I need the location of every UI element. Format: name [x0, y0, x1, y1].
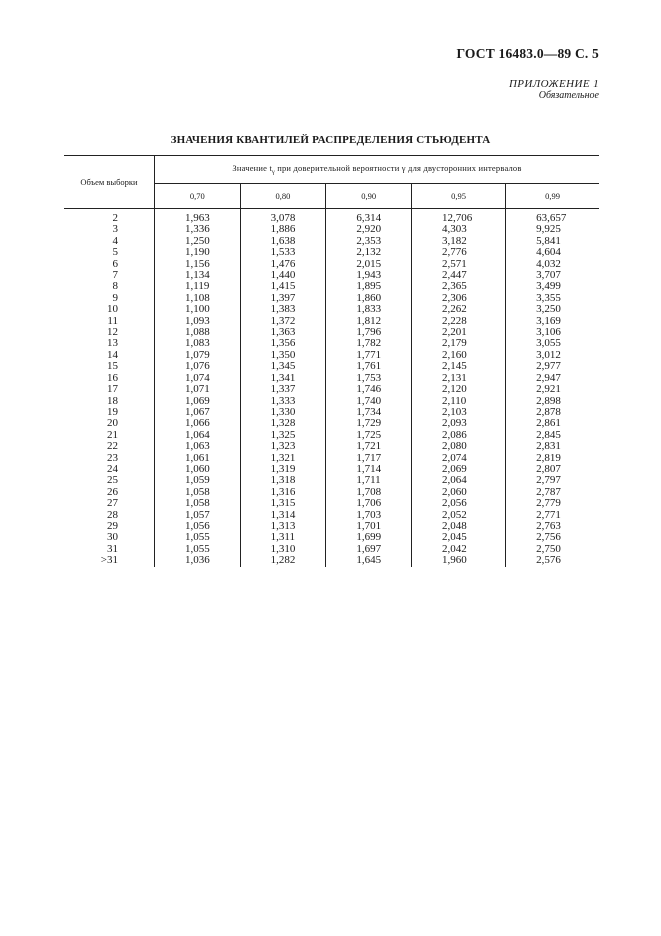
quantile-value-cell: 3,055	[536, 337, 561, 350]
quantile-value-cell: 2,086	[411, 430, 505, 441]
table-row	[64, 532, 599, 543]
quantile-value-cell: 2,132	[326, 247, 412, 258]
quantile-value-cell: 3,169	[536, 314, 561, 327]
quantile-value-cell: 1,311	[240, 532, 326, 543]
quantile-value-cell: 3,355	[536, 291, 561, 304]
quantile-value-cell: 1,064	[155, 430, 241, 441]
quantile-value-cell: 1,782	[326, 338, 412, 349]
quantile-value-cell: 2,228	[411, 316, 505, 327]
quantile-value-cell: 1,356	[240, 338, 326, 349]
document-code: ГОСТ 16483.0—89 С. 5	[456, 46, 599, 61]
quantile-value-cell: 1,328	[240, 418, 326, 429]
quantile-value-cell: 1,074	[155, 373, 241, 384]
group-header-subscript: γ	[272, 169, 275, 176]
quantile-value-cell: 1,100	[155, 304, 241, 315]
quantile-value-cell: 63,657	[536, 212, 567, 224]
table-row	[64, 475, 599, 486]
probability-header: 0,90	[326, 184, 412, 209]
quantile-value-cell: 1,319	[240, 464, 326, 475]
quantile-value-cell: 1,697	[326, 544, 412, 555]
table-row	[64, 464, 599, 475]
quantile-value-cell: 2,878	[536, 405, 561, 418]
quantile-value-cell: 1,960	[411, 555, 505, 566]
group-header-suffix: для двусторонних интервалов	[405, 163, 522, 174]
quantile-value-cell: 2,069	[411, 464, 505, 475]
quantile-value-cell: 1,119	[155, 281, 241, 292]
table-row	[64, 259, 599, 270]
quantile-value-cell: 1,703	[326, 510, 412, 521]
quantile-value-cell: 1,761	[326, 361, 412, 372]
sample-size-cell: 3	[64, 224, 155, 235]
quantile-value-cell: 2,048	[411, 521, 505, 532]
table-row	[64, 304, 599, 315]
quantile-value-cell: 2,756	[536, 531, 561, 544]
table-row	[64, 247, 599, 258]
quantile-value-cell: 1,079	[155, 350, 241, 361]
quantile-value-cell: 1,337	[240, 384, 326, 395]
quantile-value-cell: 1,440	[240, 270, 326, 281]
quantile-value-cell: 1,711	[326, 475, 412, 486]
table-title: ЗНАЧЕНИЯ КВАНТИЛЕЙ РАСПРЕДЕЛЕНИЯ СТЬЮДЕНТА	[170, 134, 491, 146]
sample-size-cell: 4	[64, 236, 155, 247]
quantile-value-cell: 2,080	[411, 441, 505, 452]
quantile-value-cell: 2,977	[536, 360, 561, 373]
table-row	[64, 407, 599, 418]
quantile-value-cell: 2,110	[411, 396, 505, 407]
table-row	[64, 327, 599, 338]
quantile-value-cell: 2,353	[326, 236, 412, 247]
quantile-value-cell: 1,250	[155, 236, 241, 247]
quantile-value-cell: 2,797	[536, 474, 561, 487]
table-row	[64, 373, 599, 384]
quantile-value-cell: 2,015	[326, 259, 412, 270]
quantile-value-cell: 2,074	[411, 453, 505, 464]
quantile-value-cell: 1,383	[240, 304, 326, 315]
quantile-value-cell: 2,365	[411, 281, 505, 292]
sample-size-header: Объем выборки	[64, 156, 155, 209]
quantile-value-cell: 2,807	[536, 462, 561, 475]
quantile-value-cell: 2,763	[536, 519, 561, 532]
group-header-symbol: γ	[401, 163, 406, 174]
quantile-value-cell: 1,069	[155, 396, 241, 407]
quantile-value-cell: 2,571	[411, 259, 505, 270]
quantile-value-cell: 2,120	[411, 384, 505, 395]
appendix-block	[509, 78, 599, 102]
quantile-value-cell: 2,042	[411, 544, 505, 555]
quantile-value-cell: 1,313	[240, 521, 326, 532]
sample-size-cell: 10	[64, 304, 155, 315]
quantile-value-cell: 1,076	[155, 361, 241, 372]
quantile-value-cell: 1,066	[155, 418, 241, 429]
table-row	[64, 293, 599, 304]
quantile-value-cell: 1,059	[155, 475, 241, 486]
sample-size-cell: 26	[64, 487, 155, 498]
probability-header: 0,95	[411, 184, 505, 209]
quantile-value-cell: 1,812	[326, 316, 412, 327]
probability-header: 0,99	[506, 184, 599, 209]
sample-size-cell: 14	[64, 350, 155, 361]
sample-size-cell: 24	[64, 464, 155, 475]
quantile-value-cell: 4,303	[411, 224, 505, 235]
quantile-value-cell: 3,078	[240, 209, 326, 225]
quantile-value-cell: 1,318	[240, 475, 326, 486]
quantile-value-cell: 1,860	[326, 293, 412, 304]
sample-size-cell: 11	[64, 316, 155, 327]
sample-size-cell: 21	[64, 430, 155, 441]
quantile-value-cell: 1,093	[155, 316, 241, 327]
quantile-value-cell: 1,055	[155, 544, 241, 555]
table-row	[64, 236, 599, 247]
quantile-value-cell: 1,061	[155, 453, 241, 464]
sample-size-cell: 7	[64, 270, 155, 281]
quantile-value-cell: 2,921	[536, 383, 561, 396]
quantile-value-cell: 1,282	[240, 555, 326, 566]
quantile-value-cell: 1,083	[155, 338, 241, 349]
quantile-value-cell: 2,045	[411, 532, 505, 543]
table-body	[64, 209, 599, 567]
quantile-value-cell: 1,714	[326, 464, 412, 475]
quantile-value-cell: 1,341	[240, 373, 326, 384]
quantile-value-cell: 1,134	[155, 270, 241, 281]
quantile-value-cell: 2,064	[411, 475, 505, 486]
quantile-value-cell: 1,771	[326, 350, 412, 361]
quantile-value-cell: 2,779	[536, 497, 561, 510]
quantile-value-cell: 1,088	[155, 327, 241, 338]
quantile-value-cell: 1,350	[240, 350, 326, 361]
table-row	[64, 396, 599, 407]
sample-size-cell: >31	[64, 555, 155, 566]
quantile-value-cell: 2,947	[536, 371, 561, 384]
quantile-value-cell: 1,833	[326, 304, 412, 315]
quantile-value-cell: 1,314	[240, 510, 326, 521]
sample-size-cell: 13	[64, 338, 155, 349]
quantile-value-cell: 1,345	[240, 361, 326, 372]
table-row	[64, 361, 599, 372]
quantile-value-cell: 5,841	[536, 234, 561, 247]
quantile-value-cell: 1,397	[240, 293, 326, 304]
quantile-value-cell: 1,740	[326, 396, 412, 407]
quantile-group-header	[155, 156, 600, 184]
quantile-value-cell: 1,190	[155, 247, 241, 258]
quantile-value-cell: 3,250	[536, 303, 561, 316]
sample-size-cell: 9	[64, 293, 155, 304]
table-row	[64, 487, 599, 498]
quantile-value-cell: 1,725	[326, 430, 412, 441]
quantile-value-cell: 1,336	[155, 224, 241, 235]
quantile-value-cell: 1,363	[240, 327, 326, 338]
table-row	[64, 544, 599, 555]
quantile-value-cell: 2,845	[536, 428, 561, 441]
quantile-value-cell: 2,131	[411, 373, 505, 384]
quantile-value-cell: 2,179	[411, 338, 505, 349]
quantile-value-cell: 1,476	[240, 259, 326, 270]
sample-size-cell: 16	[64, 373, 155, 384]
quantile-value-cell: 1,701	[326, 521, 412, 532]
quantile-value-cell: 4,604	[536, 246, 561, 259]
sample-size-cell: 17	[64, 384, 155, 395]
table-row	[64, 418, 599, 429]
sample-size-cell: 23	[64, 453, 155, 464]
quantile-value-cell: 1,325	[240, 430, 326, 441]
quantile-value-cell: 1,943	[326, 270, 412, 281]
quantile-value-cell: 1,316	[240, 487, 326, 498]
quantile-value-cell: 1,330	[240, 407, 326, 418]
quantile-value-cell: 12,706	[411, 209, 505, 225]
sample-size-cell: 31	[64, 544, 155, 555]
quantile-value-cell: 1,333	[240, 396, 326, 407]
quantile-value-cell: 3,012	[536, 348, 561, 361]
table-row	[64, 281, 599, 292]
quantile-value-cell: 1,315	[240, 498, 326, 509]
quantile-value-cell: 2,771	[536, 508, 561, 521]
table-row	[64, 430, 599, 441]
quantile-value-cell: 1,721	[326, 441, 412, 452]
quantile-value-cell: 1,310	[240, 544, 326, 555]
table-row	[64, 224, 599, 235]
table-row	[64, 521, 599, 532]
quantile-value-cell: 1,706	[326, 498, 412, 509]
quantile-value-cell: 2,861	[536, 417, 561, 430]
sample-size-cell: 27	[64, 498, 155, 509]
quantile-value-cell: 2,819	[536, 451, 561, 464]
quantile-value-cell: 1,372	[240, 316, 326, 327]
quantile-value-cell: 2,831	[536, 440, 561, 453]
quantile-value-cell: 2,145	[411, 361, 505, 372]
sample-size-cell: 6	[64, 259, 155, 270]
quantile-value-cell: 1,886	[240, 224, 326, 235]
quantile-value-cell: 1,055	[155, 532, 241, 543]
probability-header: 0,80	[240, 184, 326, 209]
quantile-value-cell: 1,533	[240, 247, 326, 258]
quantile-value-cell: 2,262	[411, 304, 505, 315]
sample-size-cell: 25	[64, 475, 155, 486]
sample-size-cell: 5	[64, 247, 155, 258]
quantile-value-cell: 1,708	[326, 487, 412, 498]
sample-size-cell: 20	[64, 418, 155, 429]
quantile-value-cell: 2,750	[536, 542, 561, 555]
quantile-value-cell: 3,499	[536, 280, 561, 293]
sample-size-cell: 2	[64, 209, 155, 225]
table-row	[64, 510, 599, 521]
table-row	[64, 453, 599, 464]
quantile-value-cell: 2,776	[411, 247, 505, 258]
quantile-value-cell: 1,729	[326, 418, 412, 429]
quantile-value-cell: 1,415	[240, 281, 326, 292]
quantile-value-cell: 2,576	[536, 554, 561, 567]
quantile-value-cell: 4,032	[536, 257, 561, 270]
quantile-value-cell: 6,314	[326, 209, 412, 225]
table-row	[64, 316, 599, 327]
quantile-value-cell: 1,056	[155, 521, 241, 532]
quantile-value-cell: 2,201	[411, 327, 505, 338]
quantile-value-cell: 1,717	[326, 453, 412, 464]
quantile-value-cell: 1,063	[155, 441, 241, 452]
sample-size-cell: 8	[64, 281, 155, 292]
quantile-value-cell: 3,182	[411, 236, 505, 247]
quantile-value-cell: 3,707	[536, 269, 561, 282]
quantile-value-cell: 1,036	[155, 555, 241, 566]
quantile-value-cell: 1,071	[155, 384, 241, 395]
quantile-value-cell: 1,156	[155, 259, 241, 270]
sample-size-cell: 22	[64, 441, 155, 452]
quantile-value-cell: 1,645	[326, 555, 412, 566]
quantile-value-cell: 1,699	[326, 532, 412, 543]
student-quantiles-table	[64, 155, 599, 567]
quantile-value-cell: 2,787	[536, 485, 561, 498]
quantile-value-cell: 2,103	[411, 407, 505, 418]
quantile-value-cell: 1,753	[326, 373, 412, 384]
sample-size-cell: 29	[64, 521, 155, 532]
quantile-value-cell: 1,058	[155, 487, 241, 498]
quantile-value-cell: 2,447	[411, 270, 505, 281]
table-row	[64, 555, 599, 566]
quantile-value-cell: 9,925	[536, 223, 561, 236]
table-row	[64, 384, 599, 395]
quantile-value-cell: 1,895	[326, 281, 412, 292]
table-row	[64, 338, 599, 349]
sample-size-cell: 28	[64, 510, 155, 521]
sample-size-cell: 19	[64, 407, 155, 418]
quantile-value-cell: 1,323	[240, 441, 326, 452]
quantile-value-cell: 1,067	[155, 407, 241, 418]
probability-header: 0,70	[155, 184, 241, 209]
sample-size-cell: 12	[64, 327, 155, 338]
quantile-value-cell: 1,734	[326, 407, 412, 418]
sample-size-cell: 15	[64, 361, 155, 372]
quantile-value-cell: 1,058	[155, 498, 241, 509]
quantile-value-cell: 1,796	[326, 327, 412, 338]
quantile-value-cell: 2,093	[411, 418, 505, 429]
quantile-value-cell: 2,052	[411, 510, 505, 521]
quantile-value-cell: 2,306	[411, 293, 505, 304]
quantile-value-cell: 2,060	[411, 487, 505, 498]
table-row	[64, 498, 599, 509]
sample-size-cell: 18	[64, 396, 155, 407]
quantile-value-cell: 1,057	[155, 510, 241, 521]
appendix-label: ПРИЛОЖЕНИЕ 1	[508, 78, 599, 90]
quantile-value-cell: 2,056	[411, 498, 505, 509]
group-header-middle: при доверительной вероятности	[274, 163, 402, 174]
quantile-value-cell: 1,963	[155, 209, 241, 225]
quantile-value-cell: 1,321	[240, 453, 326, 464]
quantile-value-cell: 2,920	[326, 224, 412, 235]
appendix-status: Обязательное	[538, 90, 599, 101]
quantile-value-cell: 1,746	[326, 384, 412, 395]
quantile-value-cell: 3,106	[536, 326, 561, 339]
quantile-value-cell: 1,060	[155, 464, 241, 475]
table-row	[64, 350, 599, 361]
quantile-value-cell: 2,160	[411, 350, 505, 361]
sample-size-cell: 30	[64, 532, 155, 543]
quantile-value-cell: 1,638	[240, 236, 326, 247]
table-row	[64, 270, 599, 281]
table-row	[64, 209, 599, 225]
quantile-value-cell: 1,108	[155, 293, 241, 304]
group-header-prefix: Значение t	[232, 163, 273, 174]
table-row	[64, 441, 599, 452]
quantile-value-cell: 2,898	[536, 394, 561, 407]
